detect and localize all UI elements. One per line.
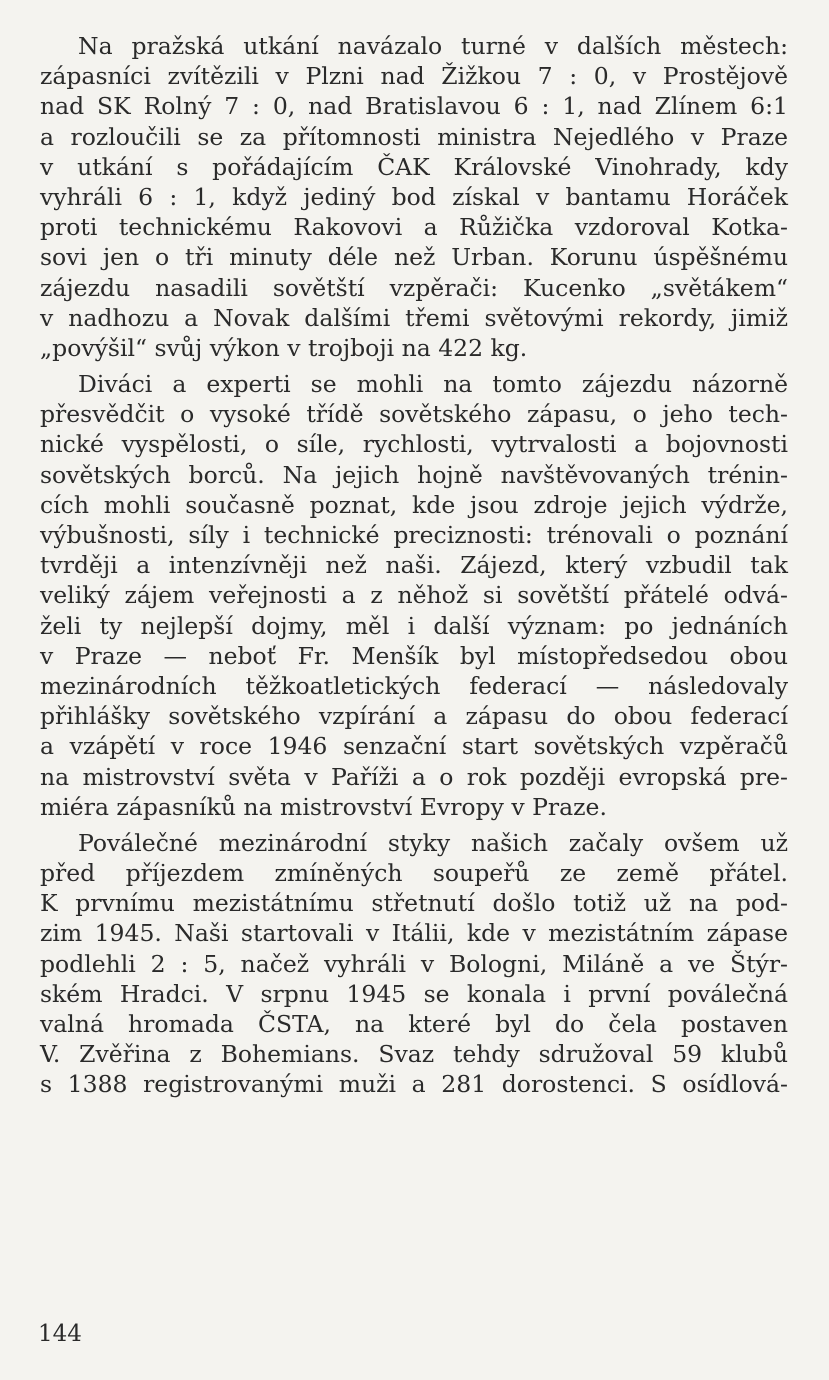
text-line: na mistrovství světa v Paříži a o rok později evropská pre-: [40, 762, 788, 791]
text-line: v utkání s pořádajícím ČAK Královské Vinohrady, kdy: [40, 152, 788, 181]
text-line: proti technickému Rakovovi a Růžička vzdoroval Kotka-: [40, 213, 788, 242]
text-line: zim 1945. Naši startovali v Itálii, kde v mezistátním zápase: [40, 919, 788, 948]
text-line: a vzápětí v roce 1946 senzační start sovětských vzpěračů: [40, 732, 788, 761]
text-line: valná hromada ČSTA, na které byl do čela postaven: [40, 1010, 788, 1038]
paragraph-2: [40, 369, 788, 822]
text-line: v nadhozu a Novak dalšími třemi světovými rekordy, jimiž: [40, 303, 788, 332]
text-line: veliký zájem veřejnosti a z něhož si sovětští přátelé odvá-: [40, 581, 788, 610]
text-line: výbušnosti, síly i technické preciznosti: trénovali o poznání: [40, 521, 788, 549]
paragraph-3: [40, 828, 788, 1100]
text-line: K prvnímu mezistátnímu střetnutí došlo totiž už na pod-: [40, 889, 788, 918]
text-line: a rozloučili se za přítomnosti ministra Nejedlého v Praze: [40, 122, 788, 151]
text-line: ském Hradci. V srpnu 1945 se konala i první poválečná: [40, 979, 788, 1008]
text-line: v Praze — neboť Fr. Menšík byl místopředsedou obou: [40, 641, 788, 670]
text-line: vyhráli 6 : 1, když jediný bod získal v bantamu Horáček: [40, 182, 788, 211]
text-line: podlehli 2 : 5, načež vyhráli v Bologni, Miláně a ve Štýr-: [40, 949, 788, 978]
text-line: sovětských borců. Na jejich hojně navštěvovaných trénin-: [40, 460, 788, 489]
text-line: zájezdu nasadili sovětští vzpěrači: Kucenko „světákem“: [40, 273, 788, 302]
text-line: Na pražská utkání navázalo turné v dalších městech:: [78, 32, 788, 60]
body-text: [40, 31, 788, 1100]
text-line: nad SK Rolný 7 : 0, nad Bratislavou 6 : 1, nad Zlínem 6:1: [40, 92, 788, 121]
text-line: V. Zvěřina z Bohemians. Svaz tehdy sdružoval 59 klubů: [40, 1040, 788, 1069]
text-line: nické vyspělosti, o síle, rychlosti, vytrvalosti a bojovnosti: [40, 430, 788, 459]
text-line: tvrději a intenzívněji než naši. Zájezd, který vzbudil tak: [40, 551, 788, 580]
text-line: cích mohli současně poznat, kde jsou zdroje jejich výdrže,: [40, 490, 788, 519]
text-line: sovi jen o tři minuty déle než Urban. Korunu úspěšnému: [40, 243, 788, 272]
text-line: Diváci a experti se mohli na tomto zájezdu názorně: [78, 370, 788, 399]
text-line: „povýšil“ svůj výkon v trojboji na 422 kg.: [40, 333, 528, 362]
paragraph-1: [40, 31, 788, 363]
text-line: miéra zápasníků na mistrovství Evropy v Praze.: [40, 792, 607, 821]
text-line: před příjezdem zmíněných soupeřů ze země přátel.: [40, 859, 788, 888]
text-line: s 1388 registrovanými muži a 281 dorostenci. S osídlová-: [40, 1070, 788, 1099]
page-number: 144: [38, 1321, 82, 1347]
text-line: mezinárodních těžkoatletických federací — následovaly: [40, 671, 788, 700]
text-line: přihlášky sovětského vzpírání a zápasu do obou federací: [40, 702, 788, 731]
text-line: zápasníci zvítězili v Plzni nad Žižkou 7 : 0, v Prostějově: [40, 62, 788, 91]
text-line: přesvědčit o vysoké třídě sovětského zápasu, o jeho tech-: [40, 400, 788, 429]
text-line: želi ty nejlepší dojmy, měl i další význam: po jednáních: [40, 611, 788, 640]
text-line: Poválečné mezinárodní styky našich začaly ovšem už: [78, 828, 788, 857]
